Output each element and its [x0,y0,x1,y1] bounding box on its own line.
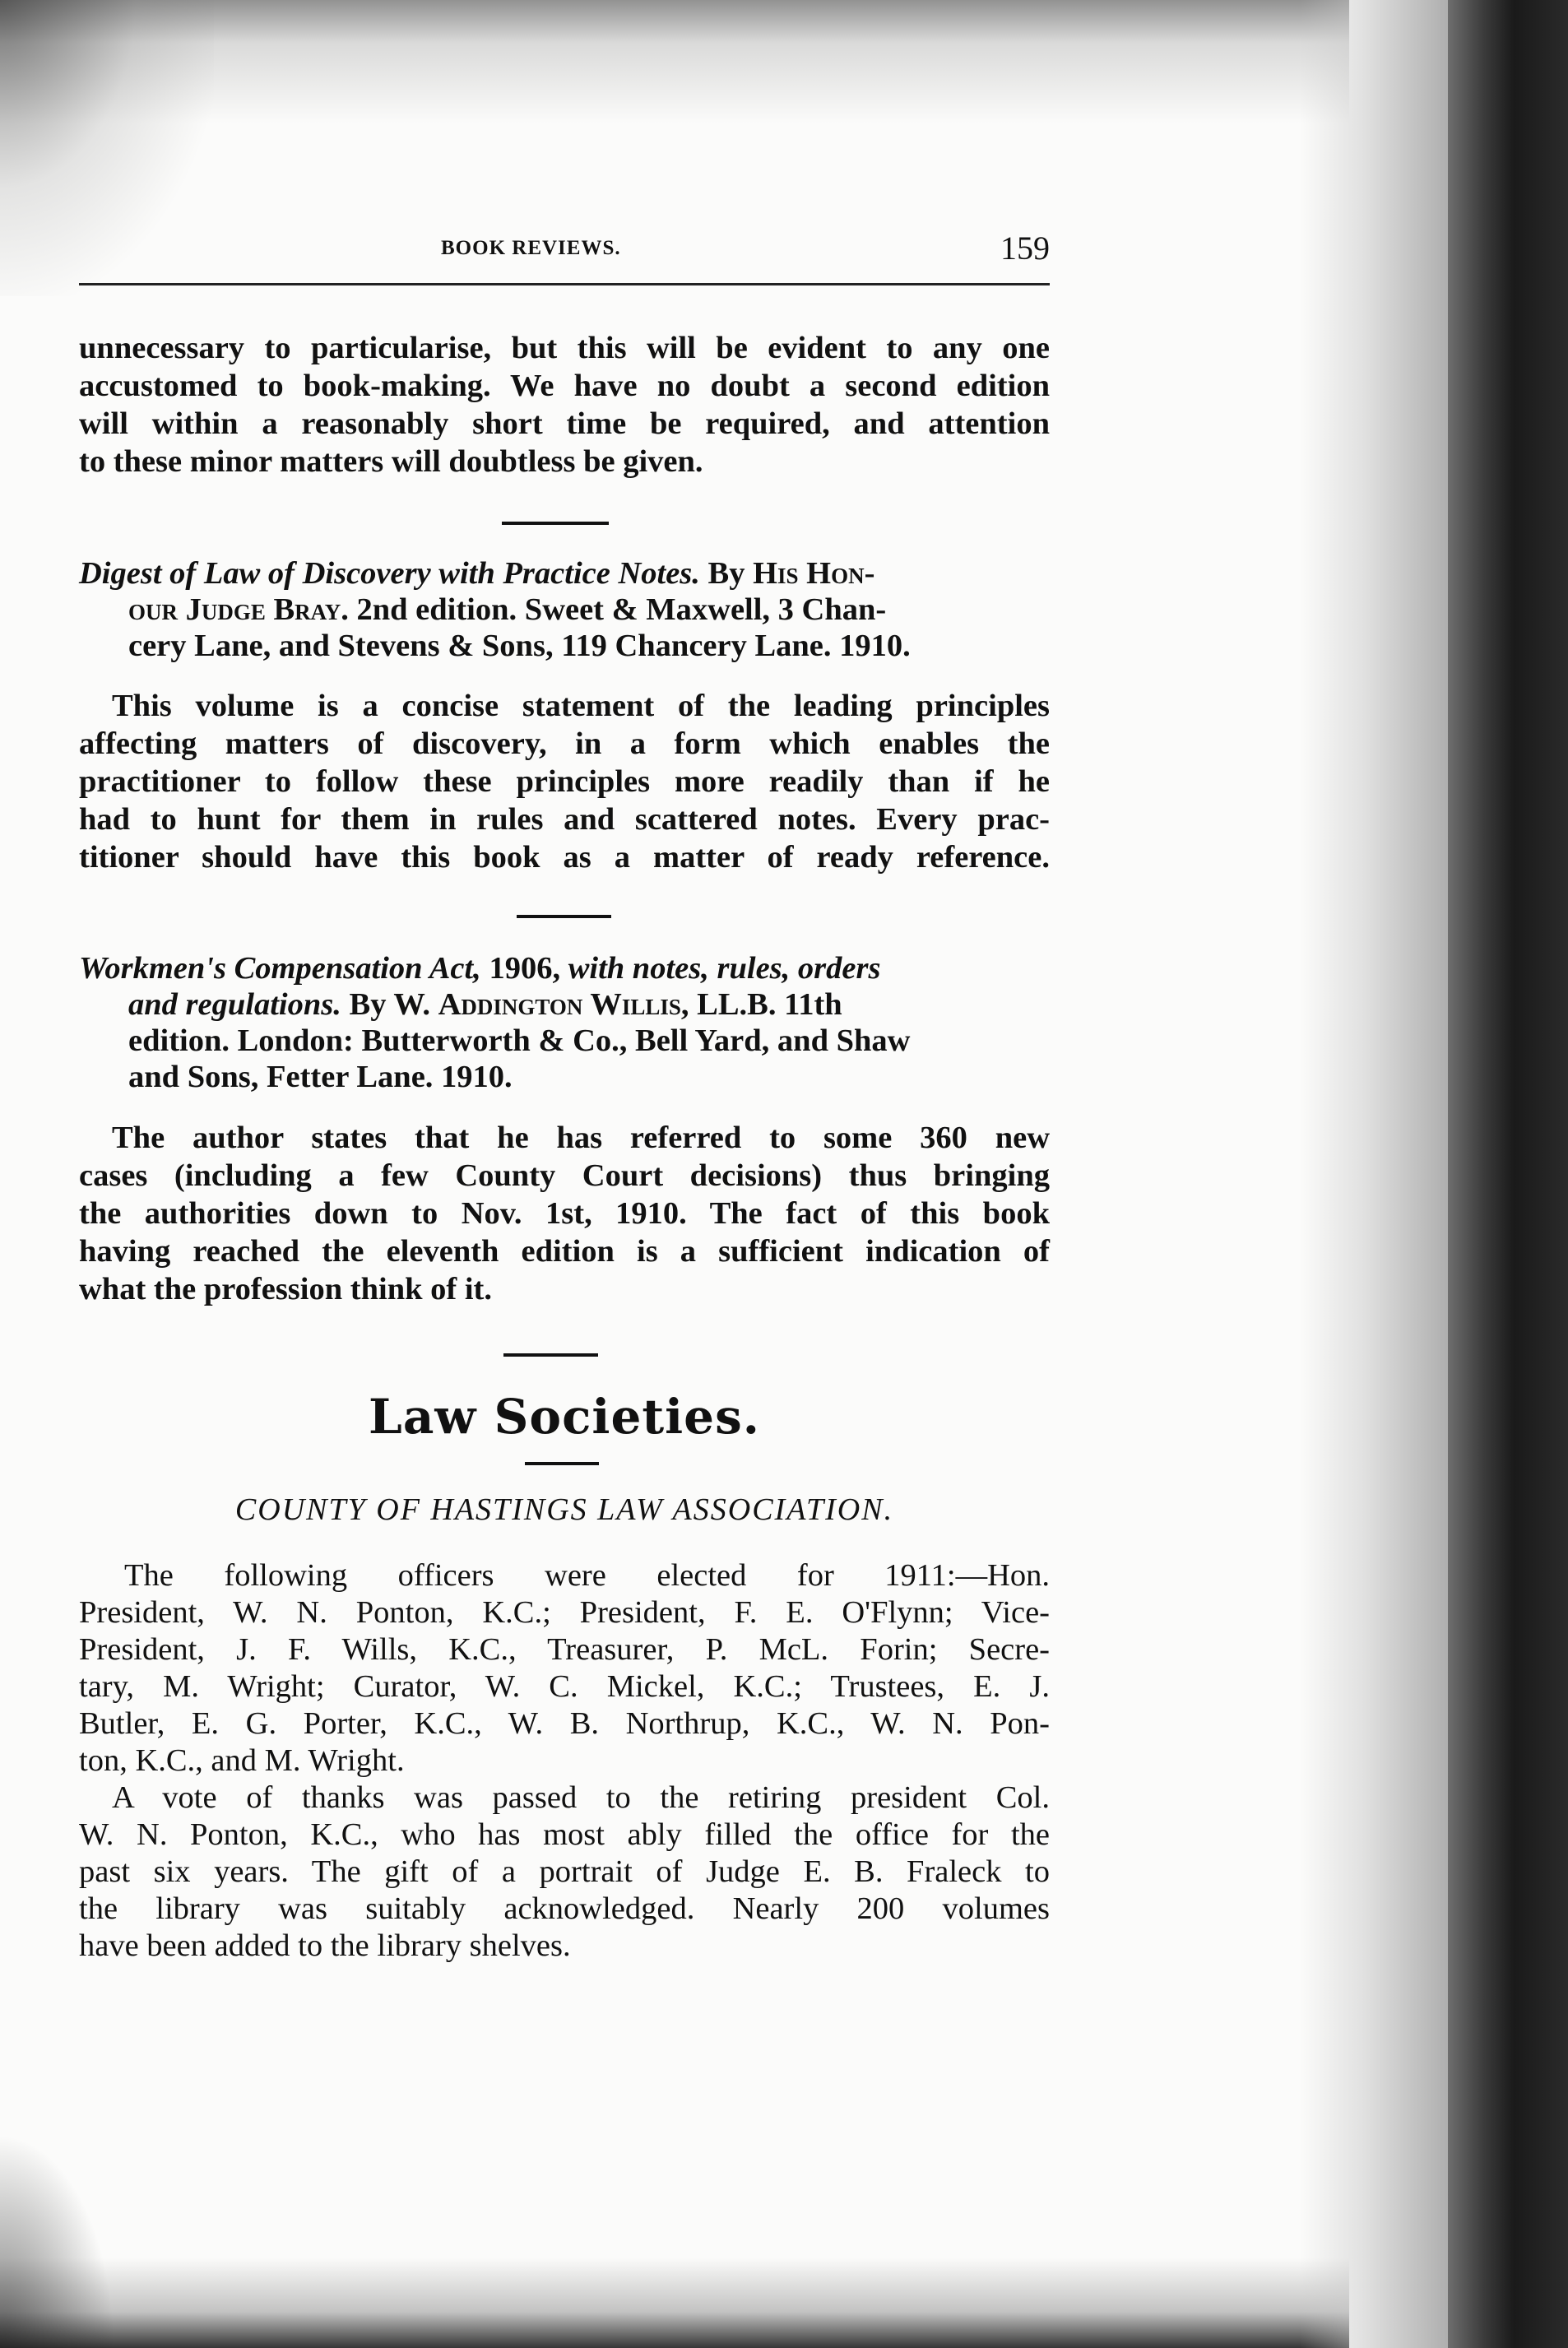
section-heading: Law Societies. [369,1389,760,1445]
section-divider [503,1353,598,1357]
text-line: will within a reasonably short time be required, and attention [79,406,1050,441]
text-line: had to hunt for them in rules and scattered notes. Every prac- [79,802,1050,837]
text-line: unnecessary to particularise, but this will be evident to any one [79,331,1050,365]
book-spine [1448,0,1568,2348]
citation-line [79,592,1050,628]
author-name: our Judge Bray. [128,592,349,627]
running-header [79,229,1050,270]
section-divider [502,522,609,525]
citation-text: and Sons, Fetter Lane. 1910. [128,1060,513,1094]
book-title: Digest of Law of Discovery with Practice Notes. [79,556,700,591]
citation-text: By W. [341,987,438,1022]
book-title: and regulations. [128,987,341,1022]
binding-shadow [1300,0,1456,2348]
citation-line [79,628,1050,664]
citation-text: LL.B. 11th [689,987,842,1022]
author-name: Addington Willis, [438,987,689,1022]
section-divider [517,915,611,918]
scan-shadow-corner-bottom [0,2134,115,2348]
officers-paragraph [79,1557,1050,1780]
citation-line [79,1059,1050,1095]
author-name: His Hon- [753,556,875,591]
citation-line [79,950,1050,986]
text-line: have been added to the library shelves. [79,1928,571,1963]
text-line: titioner should have this book as a matter of ready reference. [79,840,1050,875]
association-heading: COUNTY OF HASTINGS LAW ASSOCIATION. [234,1492,894,1527]
text-line: having reached the eleventh edition is a sufficient indication of [79,1234,1050,1269]
text-line: A vote of thanks was passed to the retiring president Col. [112,1780,1050,1815]
text-line: the library was suitably acknowledged. Nearly 200 volumes [79,1891,1050,1926]
text-line: tary, M. Wright; Curator, W. C. Mickel, K.C.; Trustees, E. J. [79,1669,1050,1704]
text-line: the authorities down to Nov. 1st, 1910. The fact of this book [79,1196,1050,1231]
citation-text: edition. London: Butterworth & Co., Bell Yard, and Shaw [128,1023,911,1058]
heading-rule [525,1462,599,1465]
text-line: accustomed to book-making. We have no doubt a second edition [79,369,1050,403]
citation-line [79,555,1050,592]
text-line: affecting matters of discovery, in a form which enables the [79,726,1050,761]
text-line: The following officers were elected for 1911:—Hon. [124,1558,1050,1593]
text-line: President, W. N. Ponton, K.C.; President, F. E. O'Flynn; Vice- [79,1595,1050,1630]
text-line: President, J. F. Wills, K.C., Treasurer, P. McL. Forin; Secre- [79,1632,1050,1667]
book-title: Workmen's Compensation Act, [79,951,481,986]
text-line: ton, K.C., and M. Wright. [79,1743,405,1778]
text-line: cases (including a few County Court decisions) thus bringing [79,1158,1050,1193]
review1-citation [79,555,1050,664]
header-rule [79,283,1050,285]
text-line: practitioner to follow these principles more readily than if he [79,764,1050,799]
thanks-paragraph [79,1780,1050,1965]
review2-citation [79,950,1050,1095]
scan-shadow-bottom [0,2258,1349,2348]
citation-text: 1906, [480,951,568,986]
header-title: BOOK REVIEWS. [441,237,621,259]
text-line: The author states that he has referred to some 360 new [112,1121,1050,1155]
text-line: W. N. Ponton, K.C., who has most ably filled the office for the [79,1817,1050,1852]
review2-body [79,1119,1050,1308]
citation-line [79,986,1050,1023]
citation-text: By [699,556,754,591]
text-line: to these minor matters will doubtless be given. [79,444,703,479]
citation-text: 2nd edition. Sweet & Maxwell, 3 Chan- [348,592,887,627]
book-title: with notes, rules, orders [568,951,881,986]
page-number: 159 [1000,230,1050,267]
review1-body [79,687,1050,876]
text-line: Butler, E. G. Porter, K.C., W. B. Northrup, K.C., W. N. Pon- [79,1706,1050,1741]
text-line: past six years. The gift of a portrait of Judge E. B. Fraleck to [79,1854,1050,1889]
text-line: what the profession think of it. [79,1272,492,1306]
intro-paragraph [79,329,1050,480]
text-line: This volume is a concise statement of the leading principles [112,689,1050,723]
citation-line [79,1023,1050,1059]
citation-text: cery Lane, and Stevens & Sons, 119 Chancery Lane. 1910. [128,629,911,663]
